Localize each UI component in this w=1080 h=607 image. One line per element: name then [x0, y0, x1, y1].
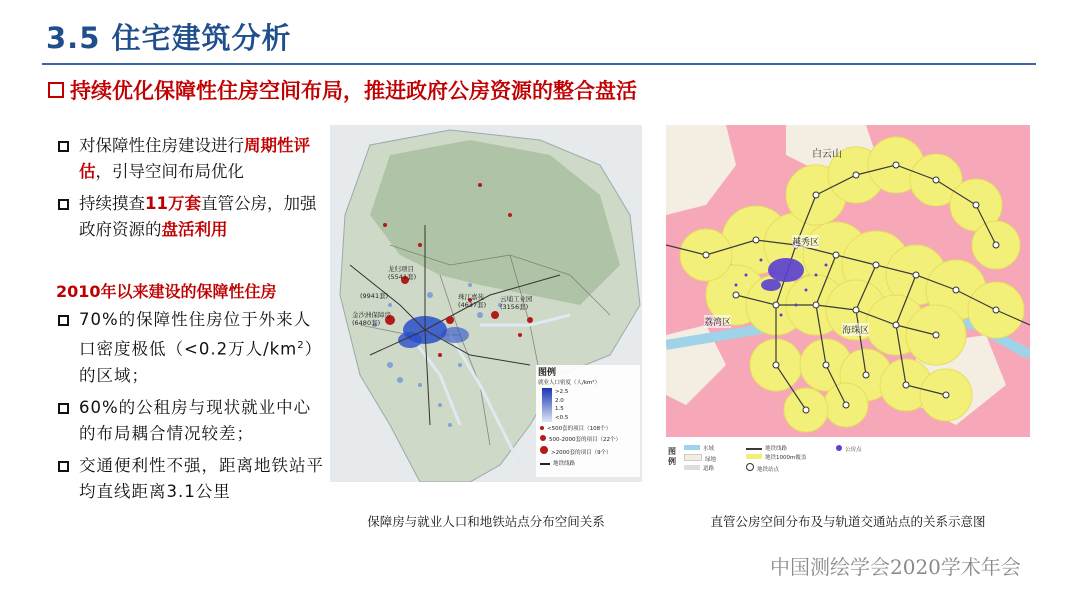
bullet-text: 交通便利性不强，距离地铁站平均直线距离3.1公里	[79, 455, 324, 501]
legend-item: 公房点	[836, 445, 862, 455]
legend-item: 水域	[684, 445, 716, 454]
section-heading: 2010年以来建设的保障性住房	[56, 282, 277, 301]
bullet-text: 70%的保障性住房位于外来人口密度极低（<0.2万人$/km^2$）的区域；	[79, 310, 323, 385]
bullet-square-icon	[58, 461, 69, 472]
bullet-list-bottom	[58, 307, 328, 511]
bullet-text: 持续摸查11万套直管公房，加强政府资源的盘活利用	[79, 194, 317, 239]
map-housing-employment	[330, 125, 642, 482]
title-divider	[42, 63, 1036, 65]
list-item	[58, 453, 328, 505]
bullet-square-icon	[58, 141, 69, 152]
footer-text: 中国测绘学会2020学术年会	[770, 555, 1021, 579]
legend-item: 道路	[684, 465, 716, 474]
bullet-text: 60%的公租房与现状就业中心的布局耦合情况较差；	[79, 397, 312, 443]
map-frame	[666, 125, 1030, 437]
legend-item: 地铁线路	[540, 459, 640, 470]
list-item	[58, 307, 328, 389]
legend-tick: 2.0	[555, 397, 564, 404]
list-item	[58, 133, 328, 185]
map-legend	[536, 365, 640, 477]
checkbox-square-icon	[48, 82, 64, 98]
legend-tick: >2.5	[555, 389, 569, 395]
map-caption: 保障房与就业人口和地铁站点分布空间关系	[367, 514, 605, 529]
legend-item: >2000套的项目（9个）	[540, 446, 640, 459]
legend-item: 500-2000套的项目（22个）	[540, 435, 640, 446]
density-ramp	[542, 388, 552, 422]
page-title: 3.5 住宅建筑分析	[46, 21, 292, 55]
list-item	[58, 395, 328, 447]
legend-tick: 1.5	[555, 406, 564, 412]
legend-title: 图例	[668, 447, 676, 466]
legend-tick: <0.5	[555, 414, 569, 421]
legend-item: <500套的项目（108个）	[540, 424, 640, 435]
bullet-square-icon	[58, 315, 69, 326]
legend-title: 图例	[538, 368, 557, 378]
site-label: 龙归项目 (5541套)	[388, 265, 417, 281]
legend-density-title: 就业人口密度（人/km²）	[538, 380, 601, 386]
bullet-square-icon	[58, 199, 69, 210]
bullet-list-top	[58, 133, 328, 249]
site-label: 金沙洲保障房 (6480套)	[352, 311, 391, 327]
legend-item: 绿地	[684, 454, 716, 465]
map-graphic	[666, 125, 1030, 437]
place-label: 越秀区	[792, 235, 819, 248]
place-label: 白云山	[812, 149, 842, 160]
place-label: 海珠区	[842, 323, 869, 336]
bullet-text: 对保障性住房建设进行周期性评估，引导空间布局优化	[79, 136, 310, 181]
site-label: (9941套)	[360, 292, 389, 300]
map-caption: 直管公房空间分布及与轨道交通站点的关系示意图	[710, 514, 986, 529]
subtitle-text: 持续优化保障性住房空间布局，推进政府公房资源的整合盘活	[70, 79, 637, 103]
legend-item: 地铁站点	[746, 463, 806, 475]
bullet-square-icon	[58, 403, 69, 414]
legend-item: 地铁线路	[746, 445, 806, 454]
map-public-housing-transit	[666, 125, 1030, 482]
place-label: 荔湾区	[704, 315, 731, 328]
legend-item: 地铁1000m覆盖	[746, 454, 806, 463]
site-label: 珠江嘉苑 (4637套)	[458, 293, 487, 309]
subtitle	[48, 75, 637, 105]
map-legend	[666, 441, 1030, 481]
site-label: 云埔工业园 (3156套)	[500, 295, 533, 311]
list-item	[58, 191, 328, 243]
